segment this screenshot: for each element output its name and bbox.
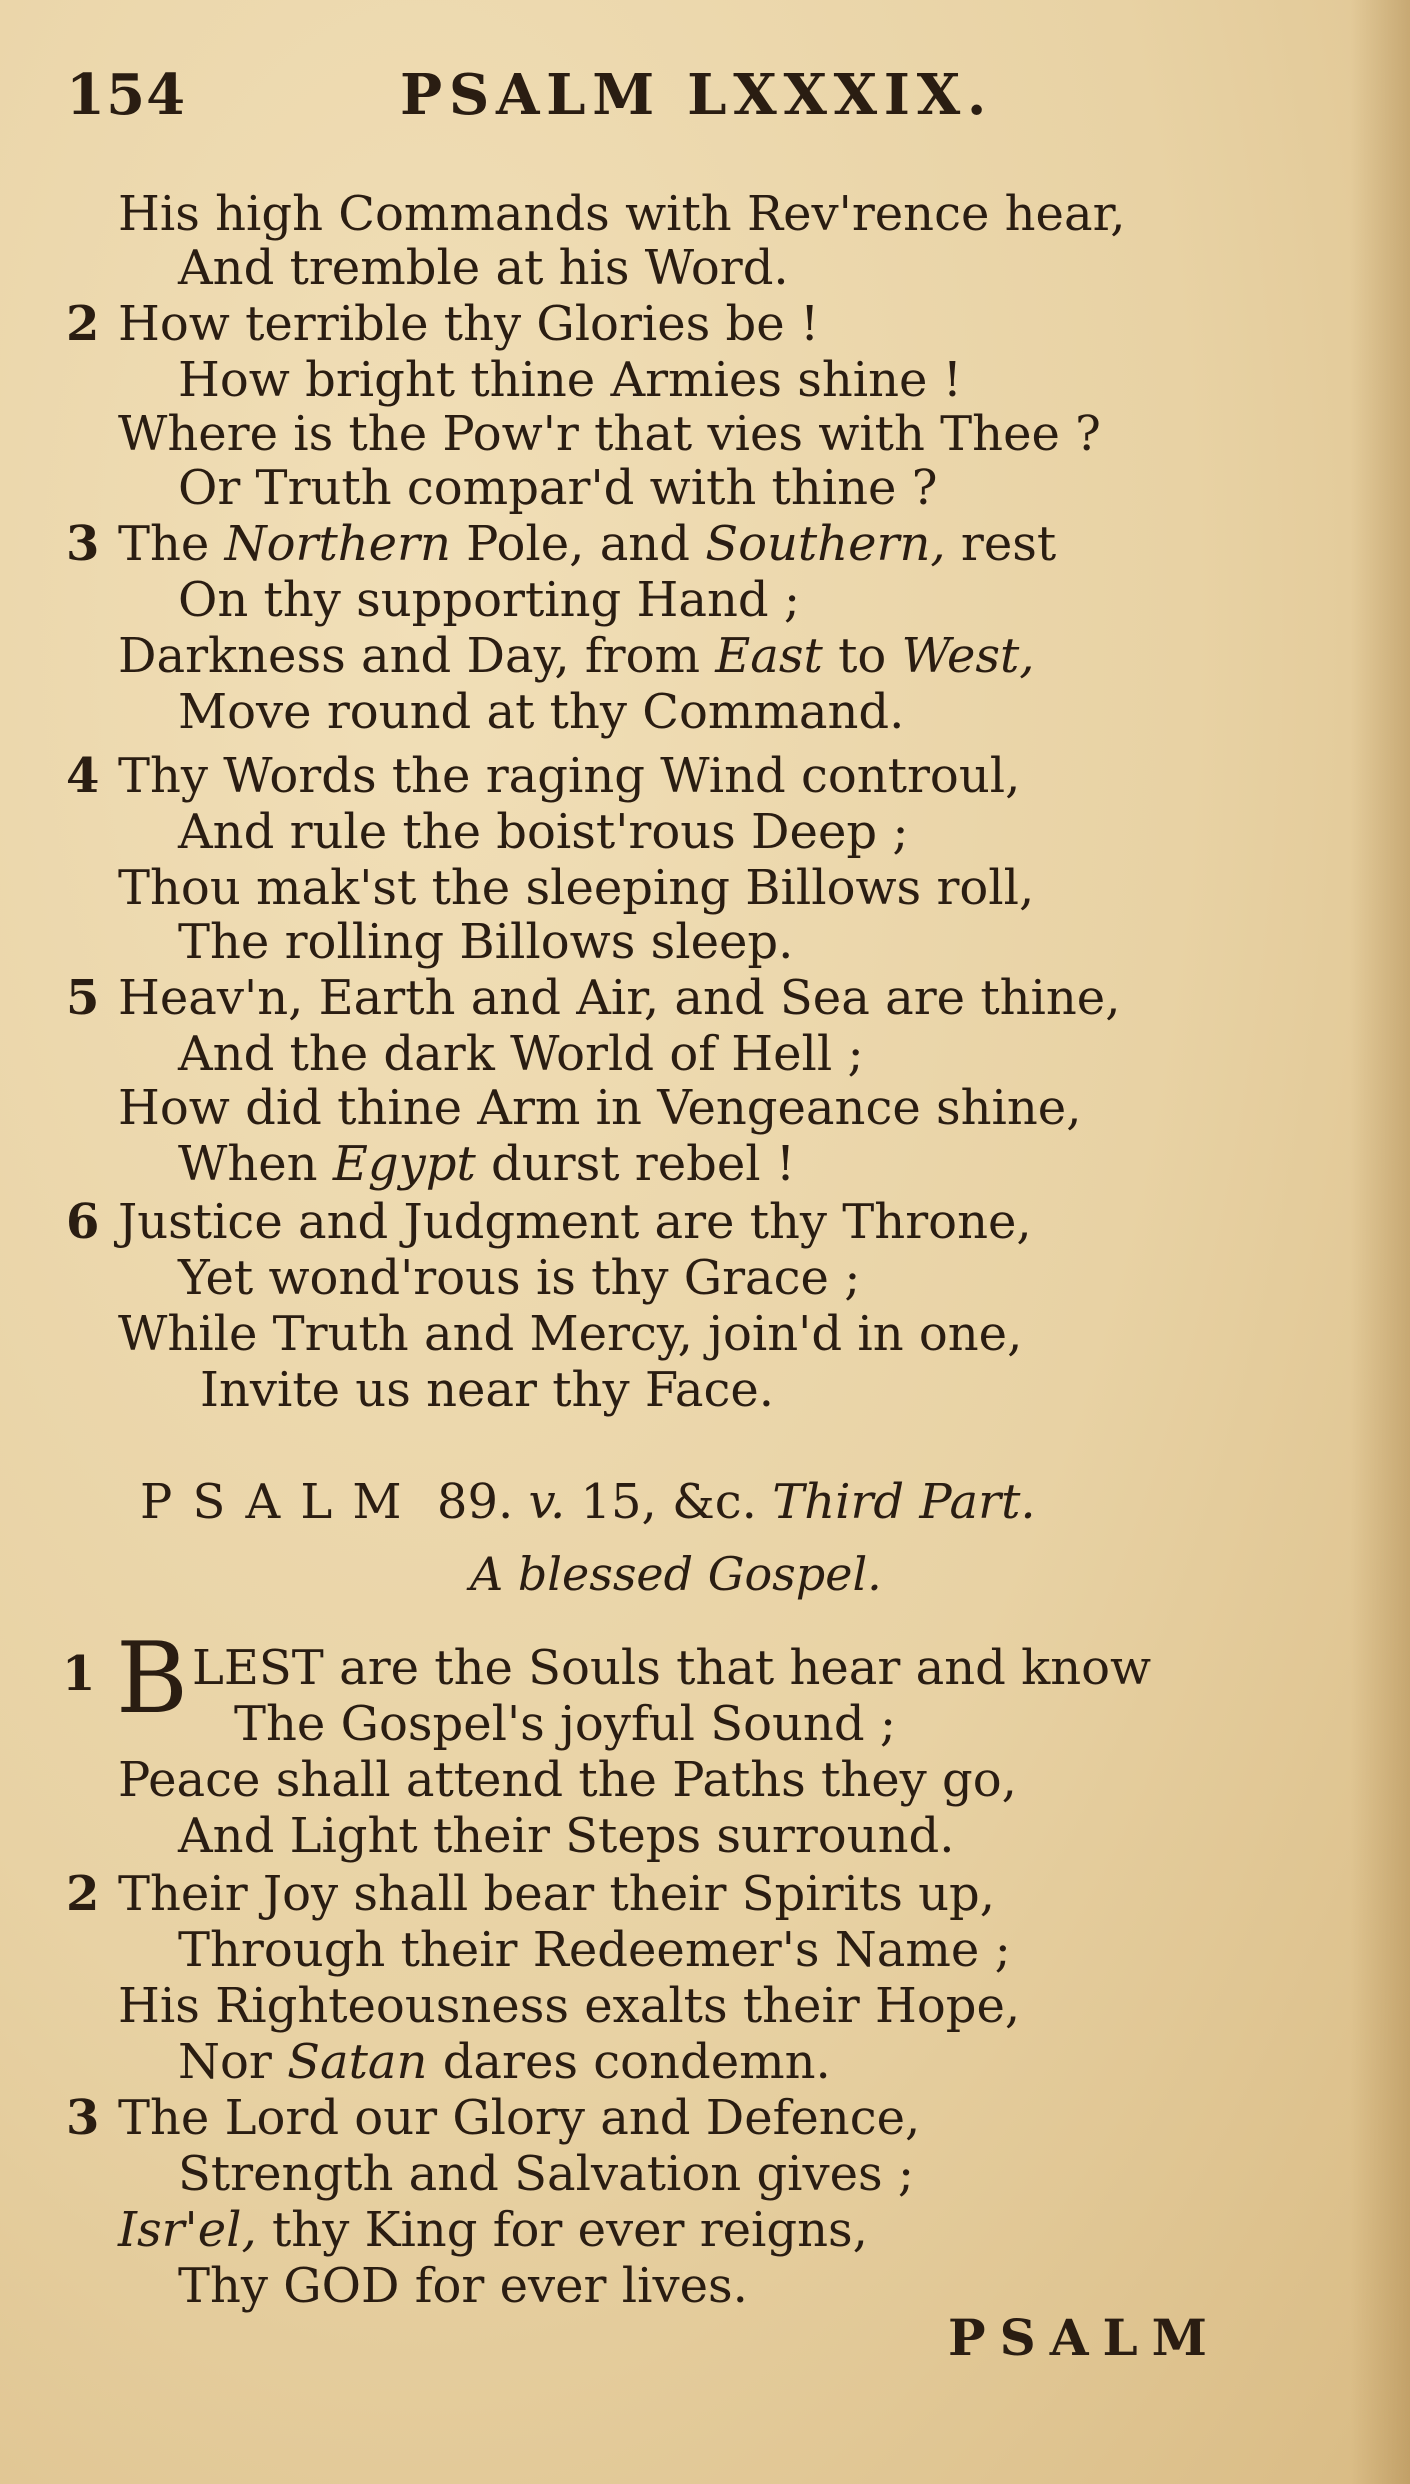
- drop-cap: B: [116, 1622, 189, 1736]
- verse-line: Peace shall attend the Paths they go,: [118, 1752, 1017, 1808]
- verse-line: Thy Words the raging Wind controul,: [118, 748, 1021, 804]
- verse-line: The rolling Billows sleep.: [178, 914, 794, 970]
- italic-run: Northern: [224, 516, 451, 572]
- verse-line: While Truth and Mercy, join'd in one,: [118, 1306, 1023, 1362]
- verse-number: 2: [66, 1866, 100, 1922]
- verse-line: And rule the boist'rous Deep ;: [178, 804, 909, 860]
- verse-line: And tremble at his Word.: [178, 240, 789, 296]
- verse-line: Thou mak'st the sleeping Billows roll,: [118, 860, 1035, 916]
- italic-run: Satan: [287, 2034, 428, 2090]
- verse-line: The Lord our Glory and Defence,: [118, 2090, 921, 2146]
- verse-line: Move round at thy Command.: [178, 684, 905, 740]
- verse-line: [118, 628, 1035, 684]
- text-run: Darkness and Day, from: [118, 628, 716, 684]
- verse-line: [118, 2202, 868, 2258]
- italic-run: West,: [901, 628, 1035, 684]
- verse-line: [178, 2034, 831, 2090]
- verse-line: His high Commands with Rev'rence hear,: [118, 186, 1126, 242]
- verse-number: 3: [66, 2090, 100, 2146]
- text-run: to: [822, 628, 902, 684]
- verse-line: Strength and Salvation gives ;: [178, 2146, 915, 2202]
- verse-line: [178, 1136, 795, 1192]
- psalm-heading: [140, 1474, 1036, 1530]
- verse-line: How terrible thy Glories be !: [118, 296, 820, 352]
- verse-line: And Light their Steps surround.: [178, 1808, 955, 1864]
- verse-line: Invite us near thy Face.: [200, 1362, 775, 1418]
- text-run: thy King for ever reigns,: [256, 2202, 868, 2258]
- verse-number: 2: [66, 296, 100, 352]
- heading-verse: 15, &c.: [565, 1474, 773, 1530]
- verse-line: Justice and Judgment are thy Throne,: [118, 1194, 1032, 1250]
- page-number: 154: [66, 62, 187, 128]
- italic-run: Isr'el,: [118, 2202, 257, 2258]
- text-run: Pole, and: [450, 516, 706, 572]
- text-run: The: [118, 516, 225, 572]
- text-run: Nor: [178, 2034, 288, 2090]
- page-edge-shadow: [1350, 0, 1410, 2484]
- italic-run: Southern,: [705, 516, 946, 572]
- verse-line: Yet wond'rous is thy Grace ;: [178, 1250, 861, 1306]
- text-run: When: [178, 1136, 333, 1192]
- verse-number: 4: [66, 748, 100, 804]
- verse-line: On thy supporting Hand ;: [178, 572, 801, 628]
- verse-number: 5: [66, 970, 100, 1026]
- verse-line: Where is the Pow'r that vies with Thee ?: [118, 406, 1101, 462]
- verse-line: [118, 516, 1056, 572]
- verse-line: And the dark World of Hell ;: [178, 1026, 864, 1082]
- verse-line: Or Truth compar'd with thine ?: [178, 460, 938, 516]
- italic-run: East: [715, 628, 823, 684]
- text-run: dares condemn.: [427, 2034, 831, 2090]
- verse-number: 6: [66, 1194, 100, 1250]
- psalm-subtitle: A blessed Gospel.: [470, 1547, 882, 1601]
- verse-line: The Gospel's joyful Sound ;: [234, 1696, 896, 1752]
- verse-line: Thy GOD for ever lives.: [178, 2258, 748, 2314]
- text-run: rest: [945, 516, 1057, 572]
- running-title: PSALM LXXXIX.: [400, 62, 994, 128]
- verse-line: Heav'n, Earth and Air, and Sea are thine,: [118, 970, 1121, 1026]
- heading-psalm: PSALM: [140, 1474, 422, 1530]
- verse-line: Through their Redeemer's Name ;: [178, 1922, 1011, 1978]
- verse-line: How did thine Arm in Vengeance shine,: [118, 1080, 1082, 1136]
- verse-number: 3: [66, 516, 100, 572]
- verse-line: His Righteousness exalts their Hope,: [118, 1978, 1021, 2034]
- heading-number: 89.: [421, 1474, 529, 1530]
- italic-run: Egypt: [332, 1136, 476, 1192]
- verse-line: Their Joy shall bear their Spirits up,: [118, 1866, 995, 1922]
- running-header: [60, 62, 1350, 142]
- verse-line: LEST are the Souls that hear and know: [192, 1640, 1152, 1696]
- text-run: durst rebel !: [475, 1136, 796, 1192]
- catchword: PSALM: [948, 2308, 1222, 2367]
- heading-verse-abbrev: v.: [528, 1474, 566, 1530]
- heading-part: Third Part.: [772, 1474, 1036, 1530]
- verse-line: How bright thine Armies shine !: [178, 352, 962, 408]
- verse-number: 1: [62, 1646, 96, 1702]
